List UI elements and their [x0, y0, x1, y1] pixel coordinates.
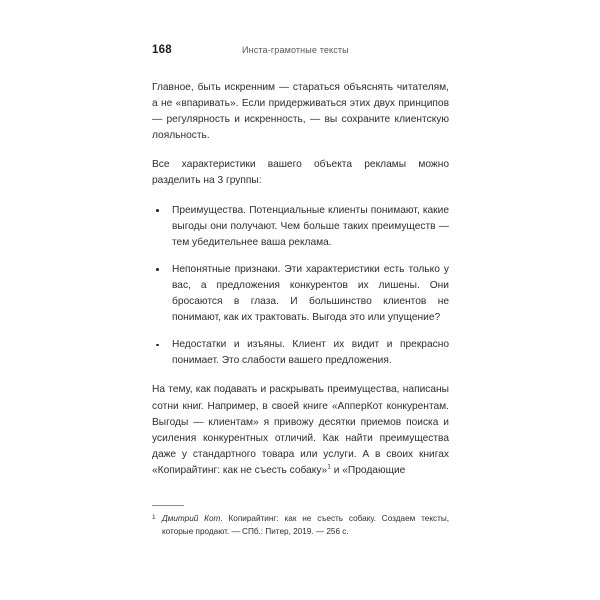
text-column [152, 80, 449, 479]
footnote-marker: 1 [152, 514, 156, 521]
footnote-text: . Копирайтинг: как не съесть собаку. Создаем тексты, которые продают. — СПб.: Питер, 2019. — 256 с. [162, 514, 450, 536]
list-item [152, 337, 449, 369]
paragraph-books-text-a: На тему, как подавать и раскрывать преимущества, написаны сотни книг. Например, в своей книге «АпперКот конкурентам. Выгоды — клиентам» я привожу десятки приемов поиска и усиления конкурентных отличий. Как найти преимущества даже у стандартного товара или услуги. А в своих книгах «Копирайтинг: как не съесть собаку» [152, 384, 449, 476]
footnote-entry [152, 512, 449, 538]
list-item-text: Преимущества. Потенциальные клиенты понимают, какие выгоды они получают. Чем больше таких преимуществ — тем убедительнее ваша реклама. [172, 204, 449, 248]
running-title: Инста-грамотные тексты [242, 45, 349, 55]
bullet-dot-icon [156, 268, 159, 271]
bullet-dot-icon [156, 209, 159, 212]
characteristics-list [152, 203, 449, 370]
page-number: 168 [152, 44, 172, 56]
paragraph-lead-in: Все характеристики вашего объекта рекламы можно разделить на 3 группы: [152, 159, 449, 187]
paragraph-books-text-b: и «Продающие [330, 464, 406, 476]
footnote-separator [152, 505, 184, 506]
list-item [152, 262, 449, 326]
running-head [152, 44, 448, 56]
list-item [152, 203, 449, 251]
paragraph-books [152, 382, 449, 479]
footnote-author: Дмитрий Кот [162, 514, 221, 523]
list-item-text: Недостатки и изъяны. Клиент их видит и прекрасно понимает. Это слабости вашего предложения. [172, 339, 449, 367]
paragraph-intro: Главное, быть искренним — стараться объяснять читателям, а не «впаривать». Если придерживаться этих двух принципов — регулярность и искренность, — вы сохраните клиентскую лояльность. [152, 82, 449, 142]
footnote-area [152, 505, 449, 538]
footnote-reference[interactable]: 1 [327, 463, 331, 471]
list-item-text: Непонятные признаки. Эти характеристики есть только у вас, а предложения конкурентов их лишены. Они бросаются в глаза. И большинство клиентов не понимают, как их трактовать. Выгода это или упущение? [172, 263, 449, 324]
bullet-dot-icon [156, 344, 159, 347]
